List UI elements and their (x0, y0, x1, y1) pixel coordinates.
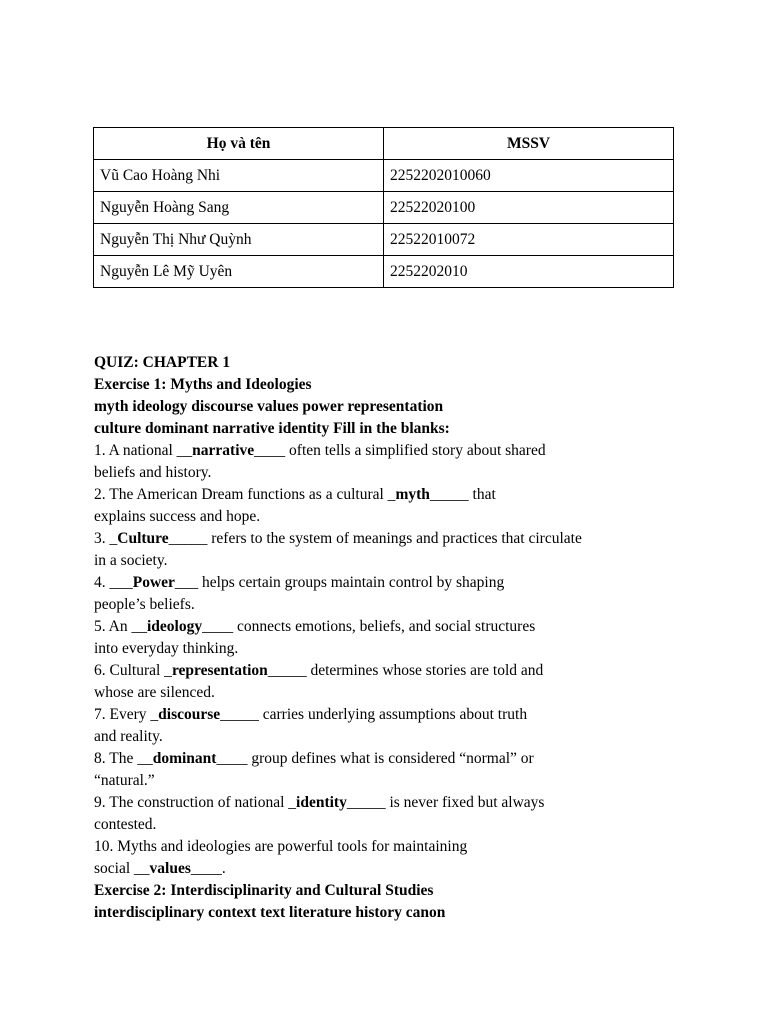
member-name: Nguyễn Lê Mỹ Uyên (94, 256, 384, 288)
question-item: 10. Myths and ideologies are powerful tools for maintaining social __values____. (94, 838, 468, 877)
member-id: 22522020100 (384, 192, 674, 224)
member-id: 2252202010 (384, 256, 674, 288)
question-item: 9. The construction of national _identity_____ is never fixed but always contested. (94, 794, 545, 833)
question-item: 2. The American Dream functions as a cultural _myth_____ that explains success and hope. (94, 486, 496, 525)
header-student-id: MSSV (384, 128, 674, 160)
member-table (93, 127, 674, 288)
question-item: 8. The __dominant____ group defines what is considered “normal” or “natural.” (94, 750, 534, 789)
answer: representation (171, 662, 268, 679)
answer: dominant (152, 750, 217, 767)
answer: myth (395, 486, 430, 503)
question-item: 1. A national __narrative____ often tells a simplified story about shared beliefs and history. (94, 442, 546, 481)
exercise-1-word-bank: myth ideology discourse values power representation (94, 398, 444, 415)
table-header-row (94, 128, 674, 160)
answer: narrative (192, 442, 255, 459)
member-name: Nguyễn Hoàng Sang (94, 192, 384, 224)
exercise-1-title: Exercise 1: Myths and Ideologies (94, 376, 312, 393)
question-item: 5. An __ideology____ connects emotions, beliefs, and social structures into everyday thinking. (94, 618, 536, 657)
answer: identity (296, 794, 347, 811)
answer: discourse (158, 706, 221, 723)
answer: Power (132, 574, 175, 591)
member-id: 2252202010060 (384, 160, 674, 192)
table-row (94, 256, 674, 288)
member-id: 22522010072 (384, 224, 674, 256)
member-name: Vũ Cao Hoàng Nhi (94, 160, 384, 192)
exercise-2-word-bank: interdisciplinary context text literature history canon (94, 904, 446, 921)
header-name: Họ và tên (94, 128, 384, 160)
table-row (94, 160, 674, 192)
question-item: 3. _Culture_____ refers to the system of meanings and practices that circulate in a society. (94, 530, 582, 569)
exercise-2-title: Exercise 2: Interdisciplinarity and Cultural Studies (94, 882, 434, 899)
quiz-section (94, 352, 694, 924)
answer: ideology (146, 618, 203, 635)
question-item: 6. Cultural _representation_____ determines whose stories are told and whose are silenced. (94, 662, 544, 701)
exercise-1-word-bank: culture dominant narrative identity Fill in the blanks: (94, 420, 450, 437)
answer: values (149, 860, 191, 877)
table-row (94, 192, 674, 224)
answer: Culture (117, 530, 169, 547)
question-item: 7. Every _discourse_____ carries underlying assumptions about truth and reality. (94, 706, 528, 745)
question-item: 4. ___Power___ helps certain groups maintain control by shaping people’s beliefs. (94, 574, 505, 613)
quiz-title: QUIZ: CHAPTER 1 (94, 354, 231, 371)
member-name: Nguyễn Thị Như Quỳnh (94, 224, 384, 256)
table-row (94, 224, 674, 256)
